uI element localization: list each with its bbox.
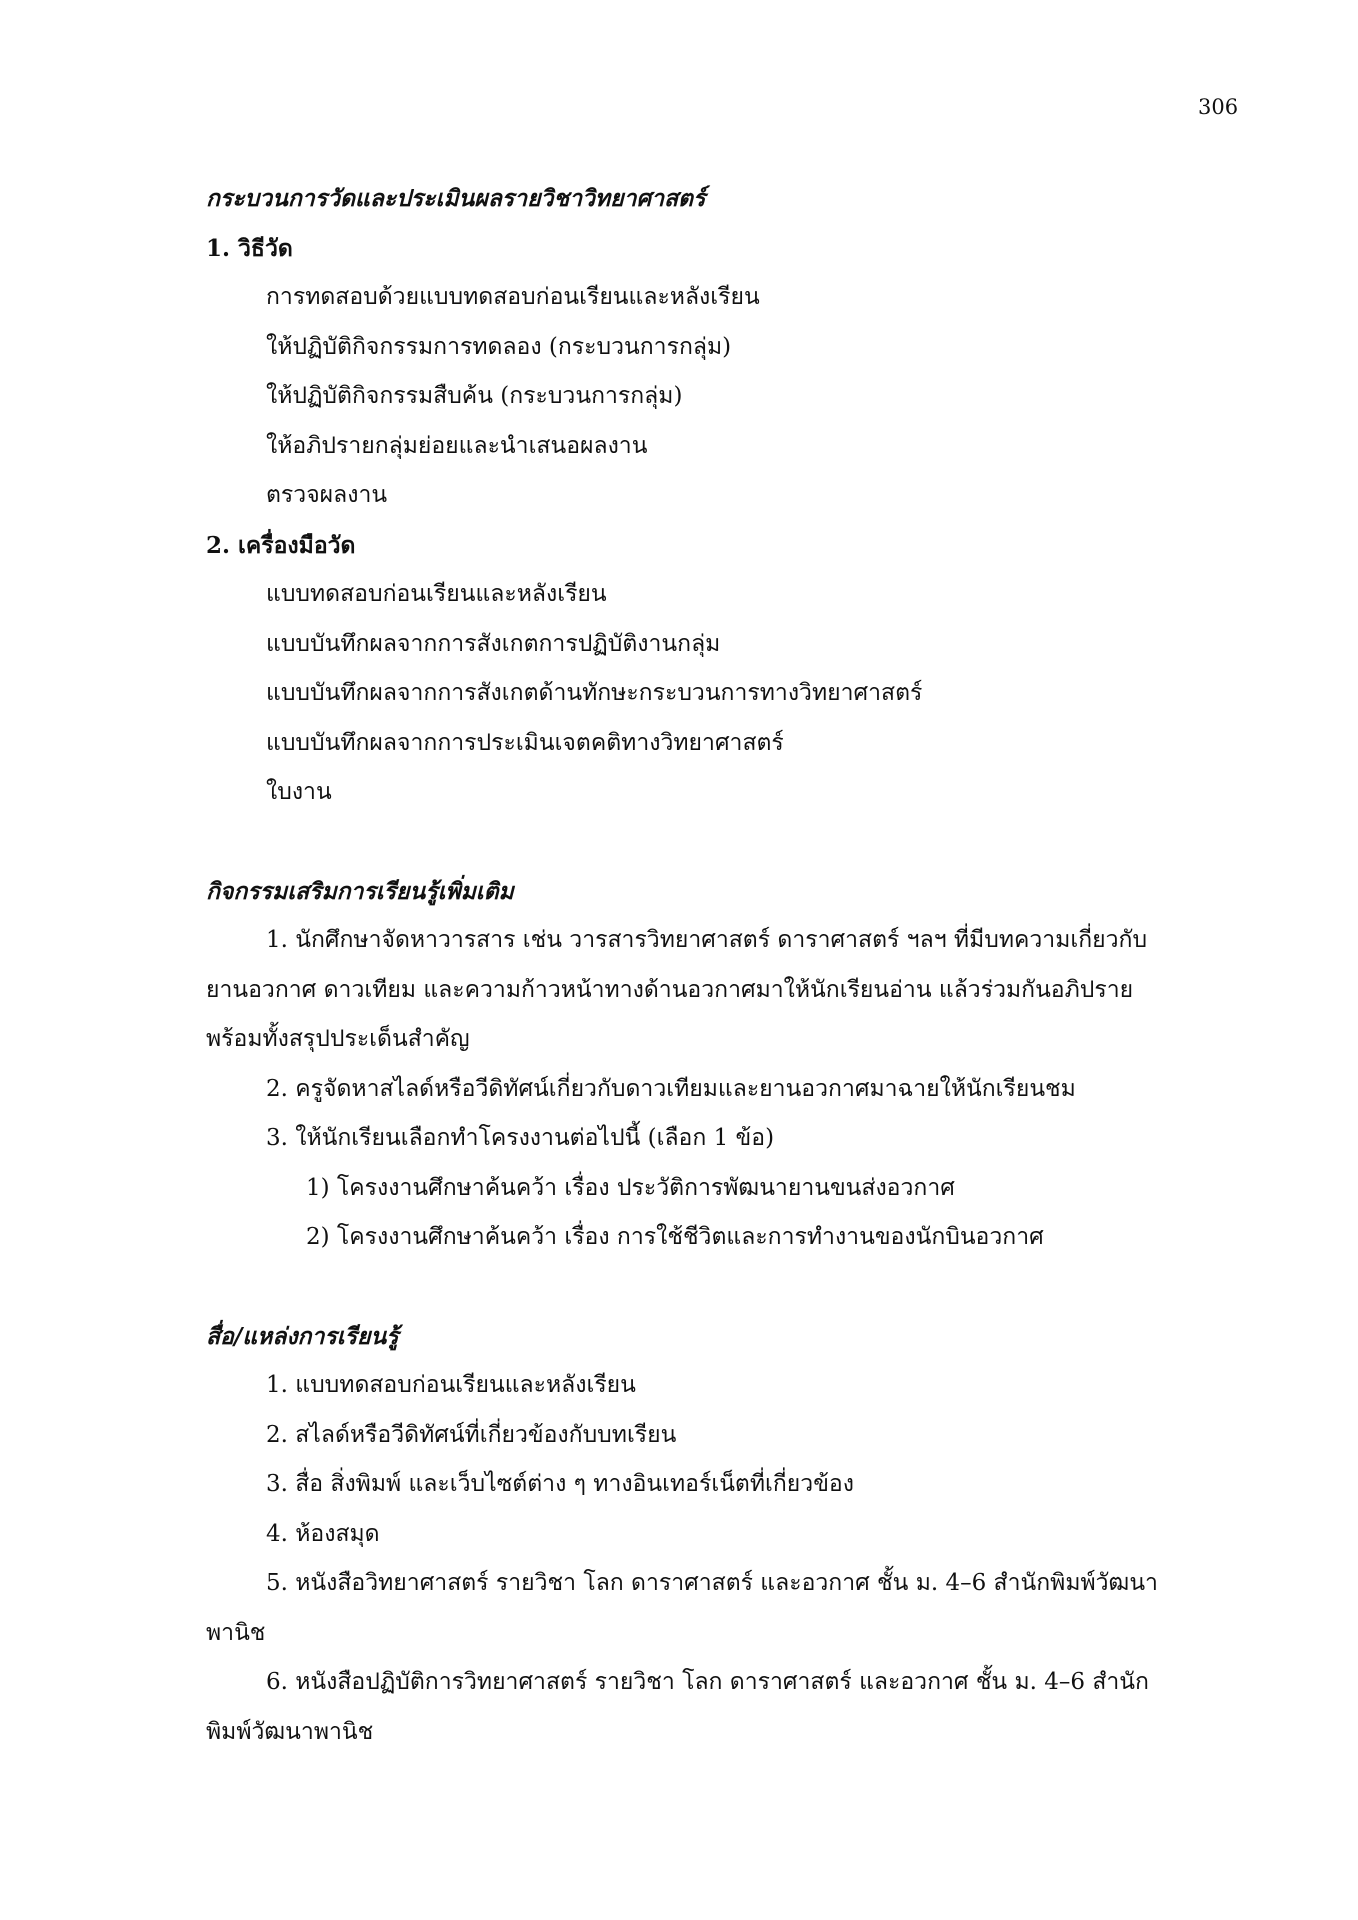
resource-item: 1. แบบทดสอบก่อนเรียนและหลังเรียน [266,1372,636,1398]
assessment-title: กระบวนการวัดและประเมินผลรายวิชาวิทยาศาสตร์ [206,185,706,212]
resources-title: สื่อ/แหล่งการเรียนรู้ [206,1322,399,1350]
resource-item: 6. หนังสือปฏิบัติการวิทยาศาสตร์ รายวิชา โลก ดาราศาสตร์ และอวกาศ ชั้น ม. 4–6 สำนักพิมพ์วัฒนาพานิช [206,1669,1149,1745]
activities-title: กิจกรรมเสริมการเรียนรู้เพิ่มเติม [206,877,514,905]
resource-item: 2. สไลด์หรือวีดิทัศน์ที่เกี่ยวข้องกับบทเรียน [266,1421,677,1448]
project-item: 1) โครงงานศึกษาค้นคว้า เรื่อง ประวัติการพัฒนายานขนส่งอวกาศ [306,1174,955,1201]
tool-item: แบบบันทึกผลจากการสังเกตการปฏิบัติงานกลุ่ม [266,630,721,657]
activity-item: 3. ให้นักเรียนเลือกทำโครงงานต่อไปนี้ (เลือก 1 ข้อ) [266,1125,775,1151]
section-spacer [206,818,1166,867]
section-spacer [206,1263,1166,1312]
resource-item: 3. สื่อ สิ่งพิมพ์ และเว็บไซต์ต่าง ๆ ทางอินเทอร์เน็ตที่เกี่ยวข้อง [266,1471,854,1497]
method-item: การทดสอบด้วยแบบทดสอบก่อนเรียนและหลังเรียน [266,284,760,310]
activities-section [206,867,1166,1263]
method-item: ให้อภิปรายกลุ่มย่อยและนำเสนอผลงาน [266,432,648,459]
resource-item: 5. หนังสือวิทยาศาสตร์ รายวิชา โลก ดาราศาสตร์ และอวกาศ ชั้น ม. 4–6 สำนักพิมพ์วัฒนาพานิช [206,1570,1158,1646]
tool-item: แบบทดสอบก่อนเรียนและหลังเรียน [266,581,607,607]
tool-item: แบบบันทึกผลจากการประเมินเจตคติทางวิทยาศาสตร์ [266,729,784,756]
method-item: ตรวจผลงาน [266,482,388,508]
page-number: 306 [1198,95,1239,119]
method-item: ให้ปฏิบัติกิจกรรมการทดลอง (กระบวนการกลุ่ม) [266,333,732,360]
tool-item: แบบบันทึกผลจากการสังเกตด้านทักษะกระบวนการทางวิทยาศาสตร์ [266,680,923,706]
activity-item: 2. ครูจัดหาสไลด์หรือวีดิทัศน์เกี่ยวกับดาวเทียมและยานอวกาศมาฉายให้นักเรียนชม [266,1075,1076,1102]
project-item: 2) โครงงานศึกษาค้นคว้า เรื่อง การใช้ชีวิตและการทำงานของนักบินอวกาศ [306,1224,1044,1250]
methods-heading: 1. วิธีวัด [206,234,293,262]
method-item: ให้ปฏิบัติกิจกรรมสืบค้น (กระบวนการกลุ่ม) [266,383,683,409]
resource-item: 4. ห้องสมุด [266,1520,380,1547]
resources-section [206,1312,1166,1758]
activity-item: 1. นักศึกษาจัดหาวารสาร เช่น วารสารวิทยาศาสตร์ ดาราศาสตร์ ฯลฯ ที่มีบทความเกี่ยวกับยานอวกาศ ดาวเทียม และความก้าวหน้าทางด้านอวกาศมาให้นักเรียนอ่าน แล้วร่วมกันอภิปรายพร้อมทั้งสรุปประเด็นสำคัญ [206,927,1148,1052]
document-body [206,174,1166,1757]
tool-item: ใบงาน [266,779,332,805]
assessment-section [206,174,1166,818]
tools-heading: 2. เครื่องมือวัด [206,531,356,559]
